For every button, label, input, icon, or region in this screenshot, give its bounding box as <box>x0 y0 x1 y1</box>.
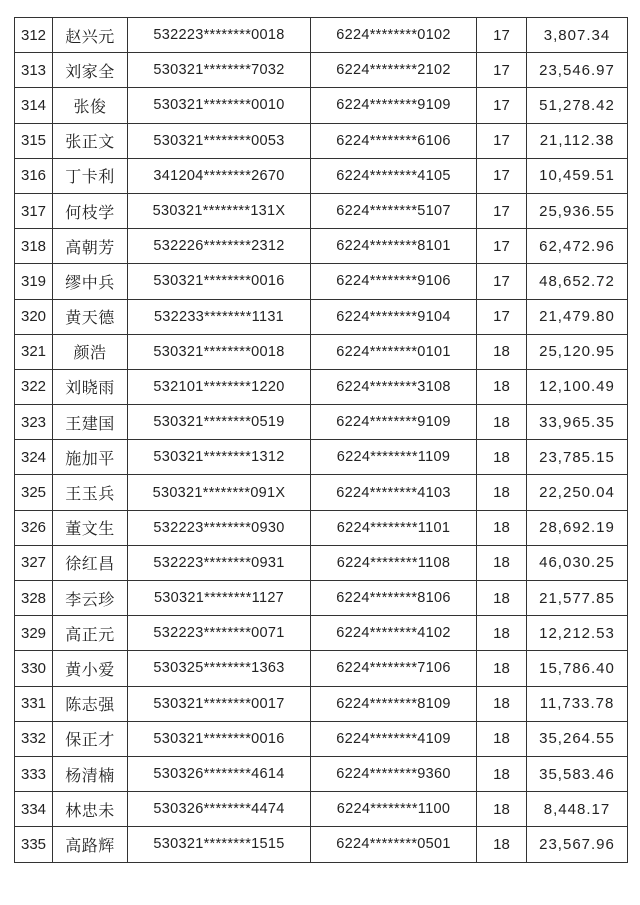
group-cell: 18 <box>477 581 527 616</box>
table-row <box>15 440 628 475</box>
id-number-cell: 532226********2312 <box>128 229 311 264</box>
card-number-cell: 6224********8109 <box>311 686 477 721</box>
group-cell: 17 <box>477 18 527 53</box>
id-number-cell: 530321********1312 <box>128 440 311 475</box>
table-row <box>15 405 628 440</box>
id-number-cell: 532223********0930 <box>128 510 311 545</box>
card-number-cell: 6224********9109 <box>311 88 477 123</box>
amount-cell: 23,567.96 <box>527 827 628 862</box>
group-cell: 18 <box>477 792 527 827</box>
name-cell: 陈志强 <box>53 686 128 721</box>
name-cell: 丁卡利 <box>53 158 128 193</box>
name-cell: 保正才 <box>53 721 128 756</box>
group-cell: 17 <box>477 53 527 88</box>
name-cell: 张正文 <box>53 123 128 158</box>
amount-cell: 8,448.17 <box>527 792 628 827</box>
name-cell: 何枝学 <box>53 193 128 228</box>
amount-cell: 21,577.85 <box>527 581 628 616</box>
amount-cell: 23,785.15 <box>527 440 628 475</box>
table-row <box>15 686 628 721</box>
group-cell: 17 <box>477 229 527 264</box>
amount-cell: 51,278.42 <box>527 88 628 123</box>
table-row <box>15 510 628 545</box>
name-cell: 杨清楠 <box>53 756 128 791</box>
name-cell: 王玉兵 <box>53 475 128 510</box>
document-page <box>14 17 628 863</box>
id-number-cell: 530321********0018 <box>128 334 311 369</box>
group-cell: 18 <box>477 405 527 440</box>
group-cell: 17 <box>477 264 527 299</box>
id-number-cell: 532223********0018 <box>128 18 311 53</box>
table-row <box>15 545 628 580</box>
amount-cell: 3,807.34 <box>527 18 628 53</box>
card-number-cell: 6224********5107 <box>311 193 477 228</box>
payment-table <box>14 17 628 863</box>
id-number-cell: 530321********0016 <box>128 264 311 299</box>
amount-cell: 15,786.40 <box>527 651 628 686</box>
table-row <box>15 475 628 510</box>
group-cell: 18 <box>477 756 527 791</box>
card-number-cell: 6224********1100 <box>311 792 477 827</box>
table-row <box>15 616 628 651</box>
table-row <box>15 651 628 686</box>
card-number-cell: 6224********4109 <box>311 721 477 756</box>
row-number-cell: 321 <box>15 334 53 369</box>
group-cell: 18 <box>477 510 527 545</box>
row-number-cell: 329 <box>15 616 53 651</box>
amount-cell: 28,692.19 <box>527 510 628 545</box>
row-number-cell: 319 <box>15 264 53 299</box>
amount-cell: 35,583.46 <box>527 756 628 791</box>
id-number-cell: 341204********2670 <box>128 158 311 193</box>
amount-cell: 21,479.80 <box>527 299 628 334</box>
amount-cell: 10,459.51 <box>527 158 628 193</box>
amount-cell: 12,212.53 <box>527 616 628 651</box>
table-body <box>15 18 628 863</box>
id-number-cell: 530321********0010 <box>128 88 311 123</box>
table-row <box>15 581 628 616</box>
name-cell: 张俊 <box>53 88 128 123</box>
card-number-cell: 6224********0102 <box>311 18 477 53</box>
name-cell: 林忠未 <box>53 792 128 827</box>
card-number-cell: 6224********9360 <box>311 756 477 791</box>
id-number-cell: 532223********0931 <box>128 545 311 580</box>
group-cell: 18 <box>477 686 527 721</box>
group-cell: 17 <box>477 88 527 123</box>
amount-cell: 11,733.78 <box>527 686 628 721</box>
table-row <box>15 193 628 228</box>
table-row <box>15 18 628 53</box>
row-number-cell: 328 <box>15 581 53 616</box>
amount-cell: 35,264.55 <box>527 721 628 756</box>
card-number-cell: 6224********2102 <box>311 53 477 88</box>
name-cell: 高朝芳 <box>53 229 128 264</box>
row-number-cell: 332 <box>15 721 53 756</box>
card-number-cell: 6224********9104 <box>311 299 477 334</box>
table-row <box>15 792 628 827</box>
row-number-cell: 322 <box>15 369 53 404</box>
group-cell: 18 <box>477 545 527 580</box>
card-number-cell: 6224********0501 <box>311 827 477 862</box>
card-number-cell: 6224********8106 <box>311 581 477 616</box>
table-row <box>15 123 628 158</box>
id-number-cell: 530321********0053 <box>128 123 311 158</box>
name-cell: 黄天德 <box>53 299 128 334</box>
name-cell: 赵兴元 <box>53 18 128 53</box>
name-cell: 刘晓雨 <box>53 369 128 404</box>
name-cell: 高正元 <box>53 616 128 651</box>
amount-cell: 12,100.49 <box>527 369 628 404</box>
card-number-cell: 6224********1101 <box>311 510 477 545</box>
name-cell: 李云珍 <box>53 581 128 616</box>
group-cell: 18 <box>477 440 527 475</box>
name-cell: 徐红昌 <box>53 545 128 580</box>
amount-cell: 25,936.55 <box>527 193 628 228</box>
table-row <box>15 264 628 299</box>
row-number-cell: 316 <box>15 158 53 193</box>
row-number-cell: 315 <box>15 123 53 158</box>
amount-cell: 25,120.95 <box>527 334 628 369</box>
amount-cell: 22,250.04 <box>527 475 628 510</box>
amount-cell: 33,965.35 <box>527 405 628 440</box>
row-number-cell: 318 <box>15 229 53 264</box>
row-number-cell: 327 <box>15 545 53 580</box>
id-number-cell: 530321********1515 <box>128 827 311 862</box>
card-number-cell: 6224********7106 <box>311 651 477 686</box>
row-number-cell: 326 <box>15 510 53 545</box>
row-number-cell: 330 <box>15 651 53 686</box>
amount-cell: 46,030.25 <box>527 545 628 580</box>
id-number-cell: 530321********0017 <box>128 686 311 721</box>
name-cell: 颜浩 <box>53 334 128 369</box>
row-number-cell: 335 <box>15 827 53 862</box>
card-number-cell: 6224********4103 <box>311 475 477 510</box>
id-number-cell: 530326********4614 <box>128 756 311 791</box>
name-cell: 王建国 <box>53 405 128 440</box>
table-row <box>15 229 628 264</box>
group-cell: 17 <box>477 123 527 158</box>
card-number-cell: 6224********0101 <box>311 334 477 369</box>
name-cell: 董文生 <box>53 510 128 545</box>
row-number-cell: 323 <box>15 405 53 440</box>
table-row <box>15 756 628 791</box>
row-number-cell: 325 <box>15 475 53 510</box>
group-cell: 18 <box>477 475 527 510</box>
amount-cell: 23,546.97 <box>527 53 628 88</box>
amount-cell: 21,112.38 <box>527 123 628 158</box>
name-cell: 缪中兵 <box>53 264 128 299</box>
card-number-cell: 6224********4105 <box>311 158 477 193</box>
card-number-cell: 6224********1109 <box>311 440 477 475</box>
row-number-cell: 317 <box>15 193 53 228</box>
card-number-cell: 6224********9109 <box>311 405 477 440</box>
table-row <box>15 88 628 123</box>
name-cell: 施加平 <box>53 440 128 475</box>
group-cell: 17 <box>477 299 527 334</box>
group-cell: 18 <box>477 651 527 686</box>
row-number-cell: 324 <box>15 440 53 475</box>
id-number-cell: 530321********091X <box>128 475 311 510</box>
id-number-cell: 532223********0071 <box>128 616 311 651</box>
card-number-cell: 6224********8101 <box>311 229 477 264</box>
id-number-cell: 532233********1131 <box>128 299 311 334</box>
id-number-cell: 530321********0016 <box>128 721 311 756</box>
card-number-cell: 6224********4102 <box>311 616 477 651</box>
group-cell: 18 <box>477 616 527 651</box>
row-number-cell: 320 <box>15 299 53 334</box>
row-number-cell: 314 <box>15 88 53 123</box>
id-number-cell: 530325********1363 <box>128 651 311 686</box>
group-cell: 17 <box>477 193 527 228</box>
card-number-cell: 6224********9106 <box>311 264 477 299</box>
row-number-cell: 313 <box>15 53 53 88</box>
id-number-cell: 532101********1220 <box>128 369 311 404</box>
name-cell: 高路辉 <box>53 827 128 862</box>
group-cell: 18 <box>477 827 527 862</box>
amount-cell: 62,472.96 <box>527 229 628 264</box>
group-cell: 18 <box>477 334 527 369</box>
group-cell: 17 <box>477 158 527 193</box>
table-row <box>15 827 628 862</box>
card-number-cell: 6224********6106 <box>311 123 477 158</box>
row-number-cell: 334 <box>15 792 53 827</box>
amount-cell: 48,652.72 <box>527 264 628 299</box>
table-row <box>15 158 628 193</box>
card-number-cell: 6224********3108 <box>311 369 477 404</box>
group-cell: 18 <box>477 369 527 404</box>
row-number-cell: 331 <box>15 686 53 721</box>
id-number-cell: 530326********4474 <box>128 792 311 827</box>
table-row <box>15 369 628 404</box>
id-number-cell: 530321********7032 <box>128 53 311 88</box>
id-number-cell: 530321********131X <box>128 193 311 228</box>
name-cell: 黄小爱 <box>53 651 128 686</box>
row-number-cell: 312 <box>15 18 53 53</box>
name-cell: 刘家全 <box>53 53 128 88</box>
table-row <box>15 53 628 88</box>
group-cell: 18 <box>477 721 527 756</box>
id-number-cell: 530321********0519 <box>128 405 311 440</box>
card-number-cell: 6224********1108 <box>311 545 477 580</box>
table-row <box>15 334 628 369</box>
table-row <box>15 299 628 334</box>
id-number-cell: 530321********1127 <box>128 581 311 616</box>
row-number-cell: 333 <box>15 756 53 791</box>
table-row <box>15 721 628 756</box>
